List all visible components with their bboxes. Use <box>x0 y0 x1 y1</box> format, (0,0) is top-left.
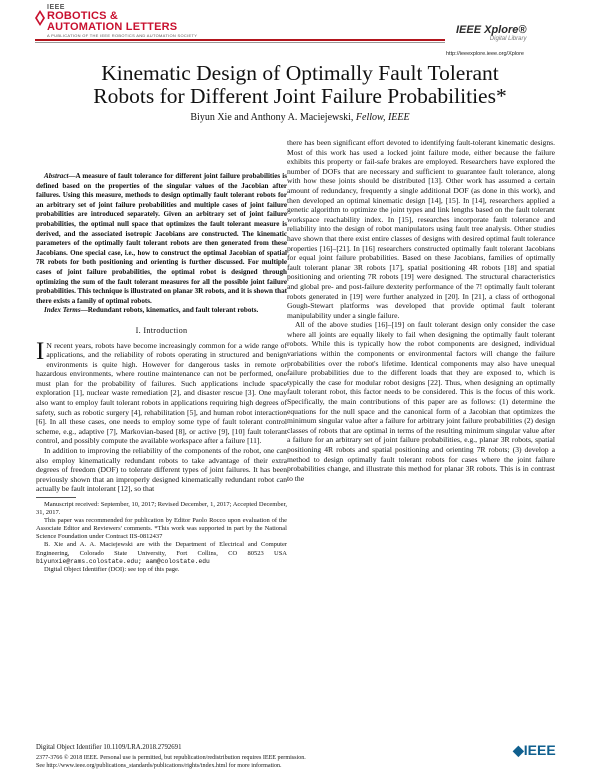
section-heading-introduction: I. Introduction <box>135 325 188 335</box>
index-terms-lead: Index Terms <box>44 306 81 315</box>
right-paragraph-2: All of the above studies [16]–[19] on fault tolerant design only consider the case where all joints are equally likely to fail when designing the optimally fault tolerant robots. While this is typically how the robot components are designed, individual variations within the components or environmental factors will change the failure probabilities over the robot's lifetime. Identical components may also have unequal failure probabilities due to the different loads that they are exposed to, which is typically the case for modular robot designs [22]. Thus, when designing an optimally fault tolerant robot, this factor needs to be considered. This is the focus of this work. Specifically, the main contributions of this paper are as follows: (1) determine the equations for the null space and the canonical form of a Jacobian that optimizes the minimum singular value after a failure for arbitrary joint failure probabilities (2) design classes of robots that are optimal in terms of the resulting minimum singular value after a failure for an arbitrary set of joint failure probabilities, e.g., planar 3R robots, spatial positioning 4R robots and spatial positioning and orienting 7R robots; (3) develop a method to design optimally fault tolerant robots for cases where the joint failure probabilities change, and illustrate this method for planar 3R robots. This is in contrast to the <box>287 320 555 483</box>
abstract <box>36 172 287 306</box>
abstract-lead: Abstract <box>44 172 69 180</box>
author-fellow: Fellow, IEEE <box>355 112 410 123</box>
right-column <box>287 138 555 483</box>
paper-title <box>0 62 600 108</box>
intro-paragraph-1-text: N recent years, robots have become increasingly common for a wide range of applications, and the reliability of robots operating in structured and benign environments is quite high. However for dangerous tasks in remote or hazardous environments, where routine maintenance can not be performed, one must plan for the probability of failures. Such applications include space exploration [1], nuclear waste remediation [2], and disaster rescue [3]. One may also want to employ fault tolerant robots in applications requiring high degrees of safety, such as robotic surgery [4], rehabilitation [5], and human robot interaction [6]. In all these cases, one needs to employ some type of fault tolerant control scheme, e.g., adaptive [7], Markovian-based [8], or active [9], [10] fault tolerant control, and possibly compute the available workspace after a failure [11]. <box>36 340 287 446</box>
journal-name-line1: ROBOTICS & <box>47 10 119 22</box>
copyright-line1: 2377-3766 © 2018 IEEE. Personal use is permitted, but republication/redistribution requires IEEE permission. <box>36 755 306 761</box>
header-rule-red <box>35 39 445 41</box>
ieee-diamond-icon <box>35 10 45 26</box>
ieee-logo: ◆IEEE <box>513 742 556 758</box>
paper-title-line1: Kinematic Design of Optimally Fault Tolerant <box>101 61 499 85</box>
footnote-rule <box>36 497 76 498</box>
footnote-received: Manuscript received: September, 10, 2017; Revised December, 1, 2017; Accepted December, 31, 2017. <box>36 501 287 517</box>
author-emails[interactable]: biyunxie@rams.colostate.edu; aam@colostate.edu <box>36 557 210 565</box>
author-names: Biyun Xie and Anthony A. Maciejewski, <box>190 112 356 123</box>
index-terms-body: —Redundant robots, kinematics, and fault tolerant robots. <box>80 306 259 315</box>
intro-paragraph-2: In addition to improving the reliability of the components of the robot, one can also employ kinematically redundant robots to take advantage of their extra degrees of freedom (DOF) to tolerate different types of joint failures. It has been previously shown that an improperly designed kinematically redundant robot can actually be fault intolerant [12], so that <box>36 446 287 494</box>
left-column <box>36 172 287 574</box>
intro-paragraph-1 <box>36 337 287 447</box>
copyright-line2[interactable]: See http://www.ieee.org/publications_standards/publications/rights/index.html for more information. <box>36 762 282 769</box>
publisher-name: IEEE <box>47 4 65 11</box>
xplore-url-link[interactable]: http://ieeexplore.ieee.org/Xplore <box>446 51 524 57</box>
footer-doi: Digital Object Identifier 10.1109/LRA.2018.2792691 <box>36 744 182 751</box>
abstract-body: —A measure of fault tolerance for different joint failure probabilities is defined based on the properties of the singular values of the Jacobian after failures. Using this measure, methods to design optimally fault tolerant robots for an arbitrary set of joint failure probabilities and multiple cases of joint failure probabilities are introduced separately. Given an arbitrary set of joint failure probabilities, the optimal null space that optimizes the fault tolerant measure is derived, and the associated isotropic Jacobians are constructed. The kinematic parameters of the optimally fault tolerant robots are then generated from these Jacobians. One special case, i.e., how to construct the optimal Jacobian of spatial 7R robots for both positioning and orienting is further discussed. For multiple cases of joint failure probabilities, the optimal robot is designed through optimizing the sum of the fault tolerant measures for all the possible joint failure probabilities. This technique is illustrated on planar 3R robots, and it is shown that there exists a family of optimal robots. <box>36 172 287 305</box>
footnote-recommended: This paper was recommended for publication by Editor Paolo Rocco upon evaluation of the Associate Editor and Reviewers' comments. *This work was supported in part by the National Science Foundation under Contract IIS-0812437 <box>36 517 287 541</box>
footer-copyright <box>36 755 306 770</box>
xplore-title: IEEE Xplore® <box>456 24 527 36</box>
footnote-affiliation <box>36 541 287 565</box>
journal-header <box>0 0 600 62</box>
journal-logo <box>47 4 197 38</box>
header-rule-grey <box>35 42 445 43</box>
journal-name-line2: AUTOMATION LETTERS <box>47 21 178 33</box>
paper-authors <box>0 112 600 123</box>
paper-title-line2: Robots for Different Joint Failure Probabilities* <box>93 84 507 108</box>
footnote-doi: Digital Object Identifier (DOI): see top of this page. <box>44 565 180 573</box>
journal-subtitle: A PUBLICATION OF THE IEEE ROBOTICS AND AUTOMATION SOCIETY <box>47 33 198 38</box>
xplore-subtitle: Digital Library <box>489 36 527 42</box>
right-paragraph-1: there has been significant effort devoted to identifying fault-tolerant kinematic designs. Most of this work has used a locked joint failure mode, either because the failure exhibits this property or fail-safe brakes are employed. Researchers have explored the number of DOFs that are necessary and sufficient to guarantee fault tolerance, along with how these joints should be distributed [13]. Other work has assumed a certain amount of redundancy, frequently a single additional DOF (as done in this work), and then developed an optimal kinematic design [14], [15]. In [14], researchers applied a genetic algorithm to optimize the joint types and link lengths based on the fault tolerant workspace reachability index. In [15], researches incorporate fault tolerance and reliability into the design of robot manipulators using fault tree analysis. Other studies have shown that there exist entire classes of designs with desired optimal fault tolerance properties [16]–[21]. In [16] researchers constructed optimally fault tolerant Jacobians for equal joint failure probabilities. Based on these Jacobians, families of optimally fault tolerant planar 3R robots [17], spatial positioning 4R robots [18] and spatial positioning and orienting 7R robots [19] were designed. The structural characteristics and global pre- and post-failure dexterity performance of the 7! optimally fault tolerant robots generated in [19] were further analyzed in [20]. In [21], a class of orthogonal Gough-Stewart platforms was developed that provide optimal fault tolerant manipulability under a single failure. <box>287 138 555 320</box>
drop-cap: I <box>36 337 45 365</box>
xplore-logo <box>456 24 526 42</box>
index-terms <box>36 306 287 316</box>
footnote-affiliation-text: B. Xie and A. A. Maciejewski are with the Department of Electrical and Computer Engineering, Colorado State University, Fort Collins, CO 80523 USA <box>36 541 287 557</box>
